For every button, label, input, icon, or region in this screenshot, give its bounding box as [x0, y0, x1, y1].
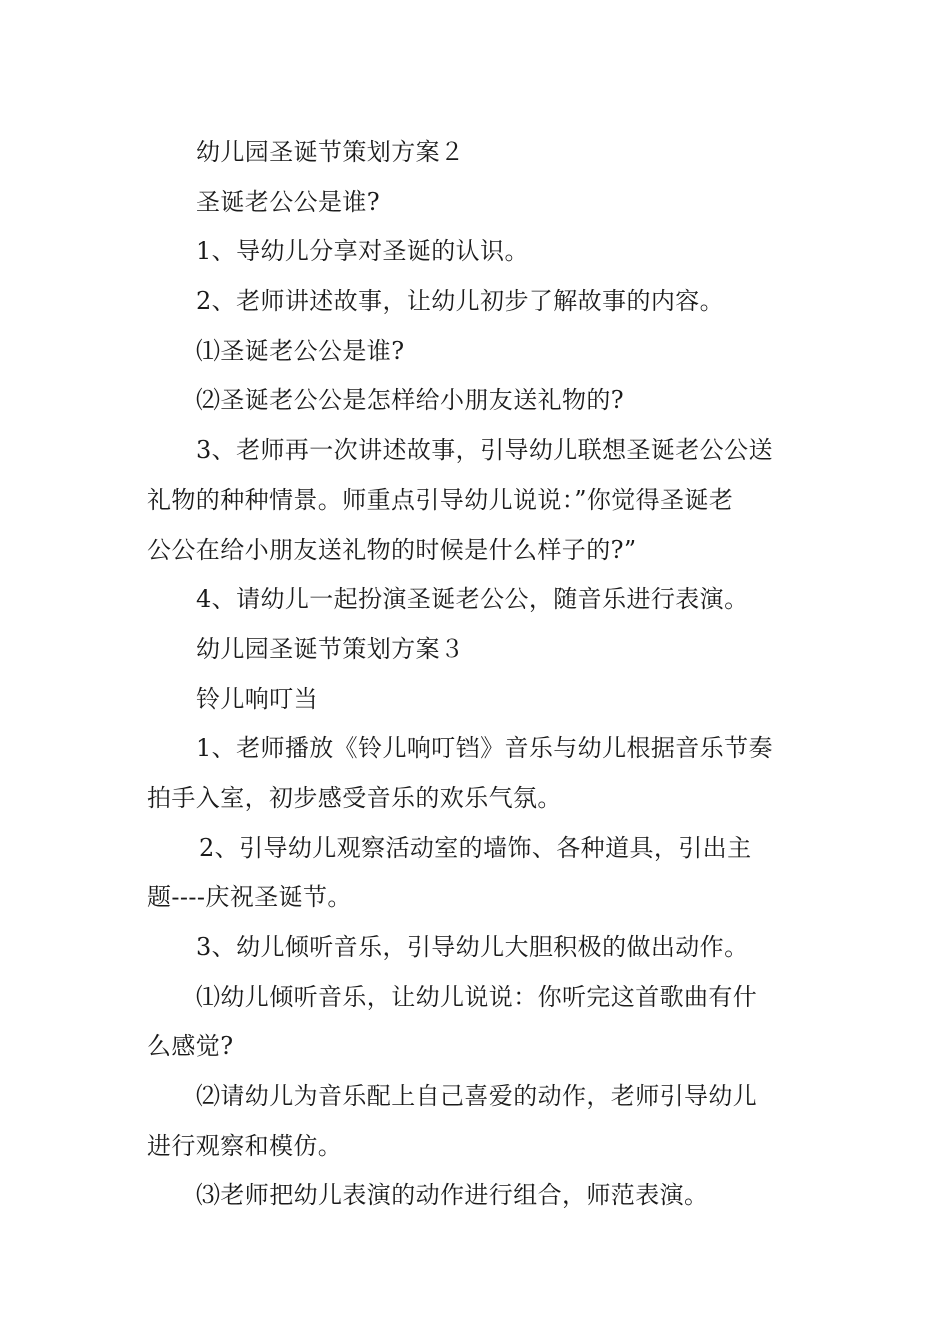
paragraph-line: 1、老师播放《铃儿响叮铛》音乐与幼儿根据音乐节奏 [196, 734, 773, 763]
paragraph-line: ⑵圣诞老公公是怎样给小朋友送礼物的? [196, 386, 625, 415]
subheading: 圣诞老公公是谁? [196, 187, 381, 216]
paragraph-line: ⑶老师把幼儿表演的动作进行组合，师范表演。 [196, 1181, 709, 1210]
paragraph-line: 2、老师讲述故事，让幼儿初步了解故事的内容。 [196, 287, 725, 316]
paragraph-line: 1、导幼儿分享对圣诞的认识。 [196, 237, 529, 266]
paragraph-line: ⑴幼儿倾听音乐，让幼儿说说：你听完这首歌曲有什 [196, 982, 758, 1011]
paragraph-line: 3、老师再一次讲述故事，引导幼儿联想圣诞老公公送 [196, 436, 773, 465]
paragraph-line: 礼物的种种情景。师重点引导幼儿说说：”你觉得圣诞老 [147, 485, 734, 514]
paragraph-line: 2、引导幼儿观察活动室的墙饰、各种道具，引出主 [199, 833, 752, 862]
paragraph-line: ⑴圣诞老公公是谁? [196, 336, 405, 365]
paragraph-line: 进行观察和模仿。 [147, 1131, 343, 1160]
document-body [147, 128, 812, 1221]
paragraph-line: 题----庆祝圣诞节。 [147, 883, 352, 912]
paragraph-line: 公公在给小朋友送礼物的时候是什么样子的?” [147, 535, 637, 564]
section-heading: 幼儿园圣诞节策划方案３ [196, 634, 465, 663]
paragraph-line: ⑵请幼儿为音乐配上自己喜爱的动作，老师引导幼儿 [196, 1082, 758, 1111]
paragraph-line: 3、幼儿倾听音乐，引导幼儿大胆积极的做出动作。 [196, 933, 749, 961]
paragraph-line: 4、请幼儿一起扮演圣诞老公公，随音乐进行表演。 [196, 585, 749, 614]
paragraph-line: 拍手入室，初步感受音乐的欢乐气氛。 [147, 783, 562, 812]
section-heading: 幼儿园圣诞节策划方案２ [196, 138, 465, 166]
paragraph-line: 么感觉? [147, 1032, 234, 1061]
subheading: 铃儿响叮当 [196, 684, 318, 713]
